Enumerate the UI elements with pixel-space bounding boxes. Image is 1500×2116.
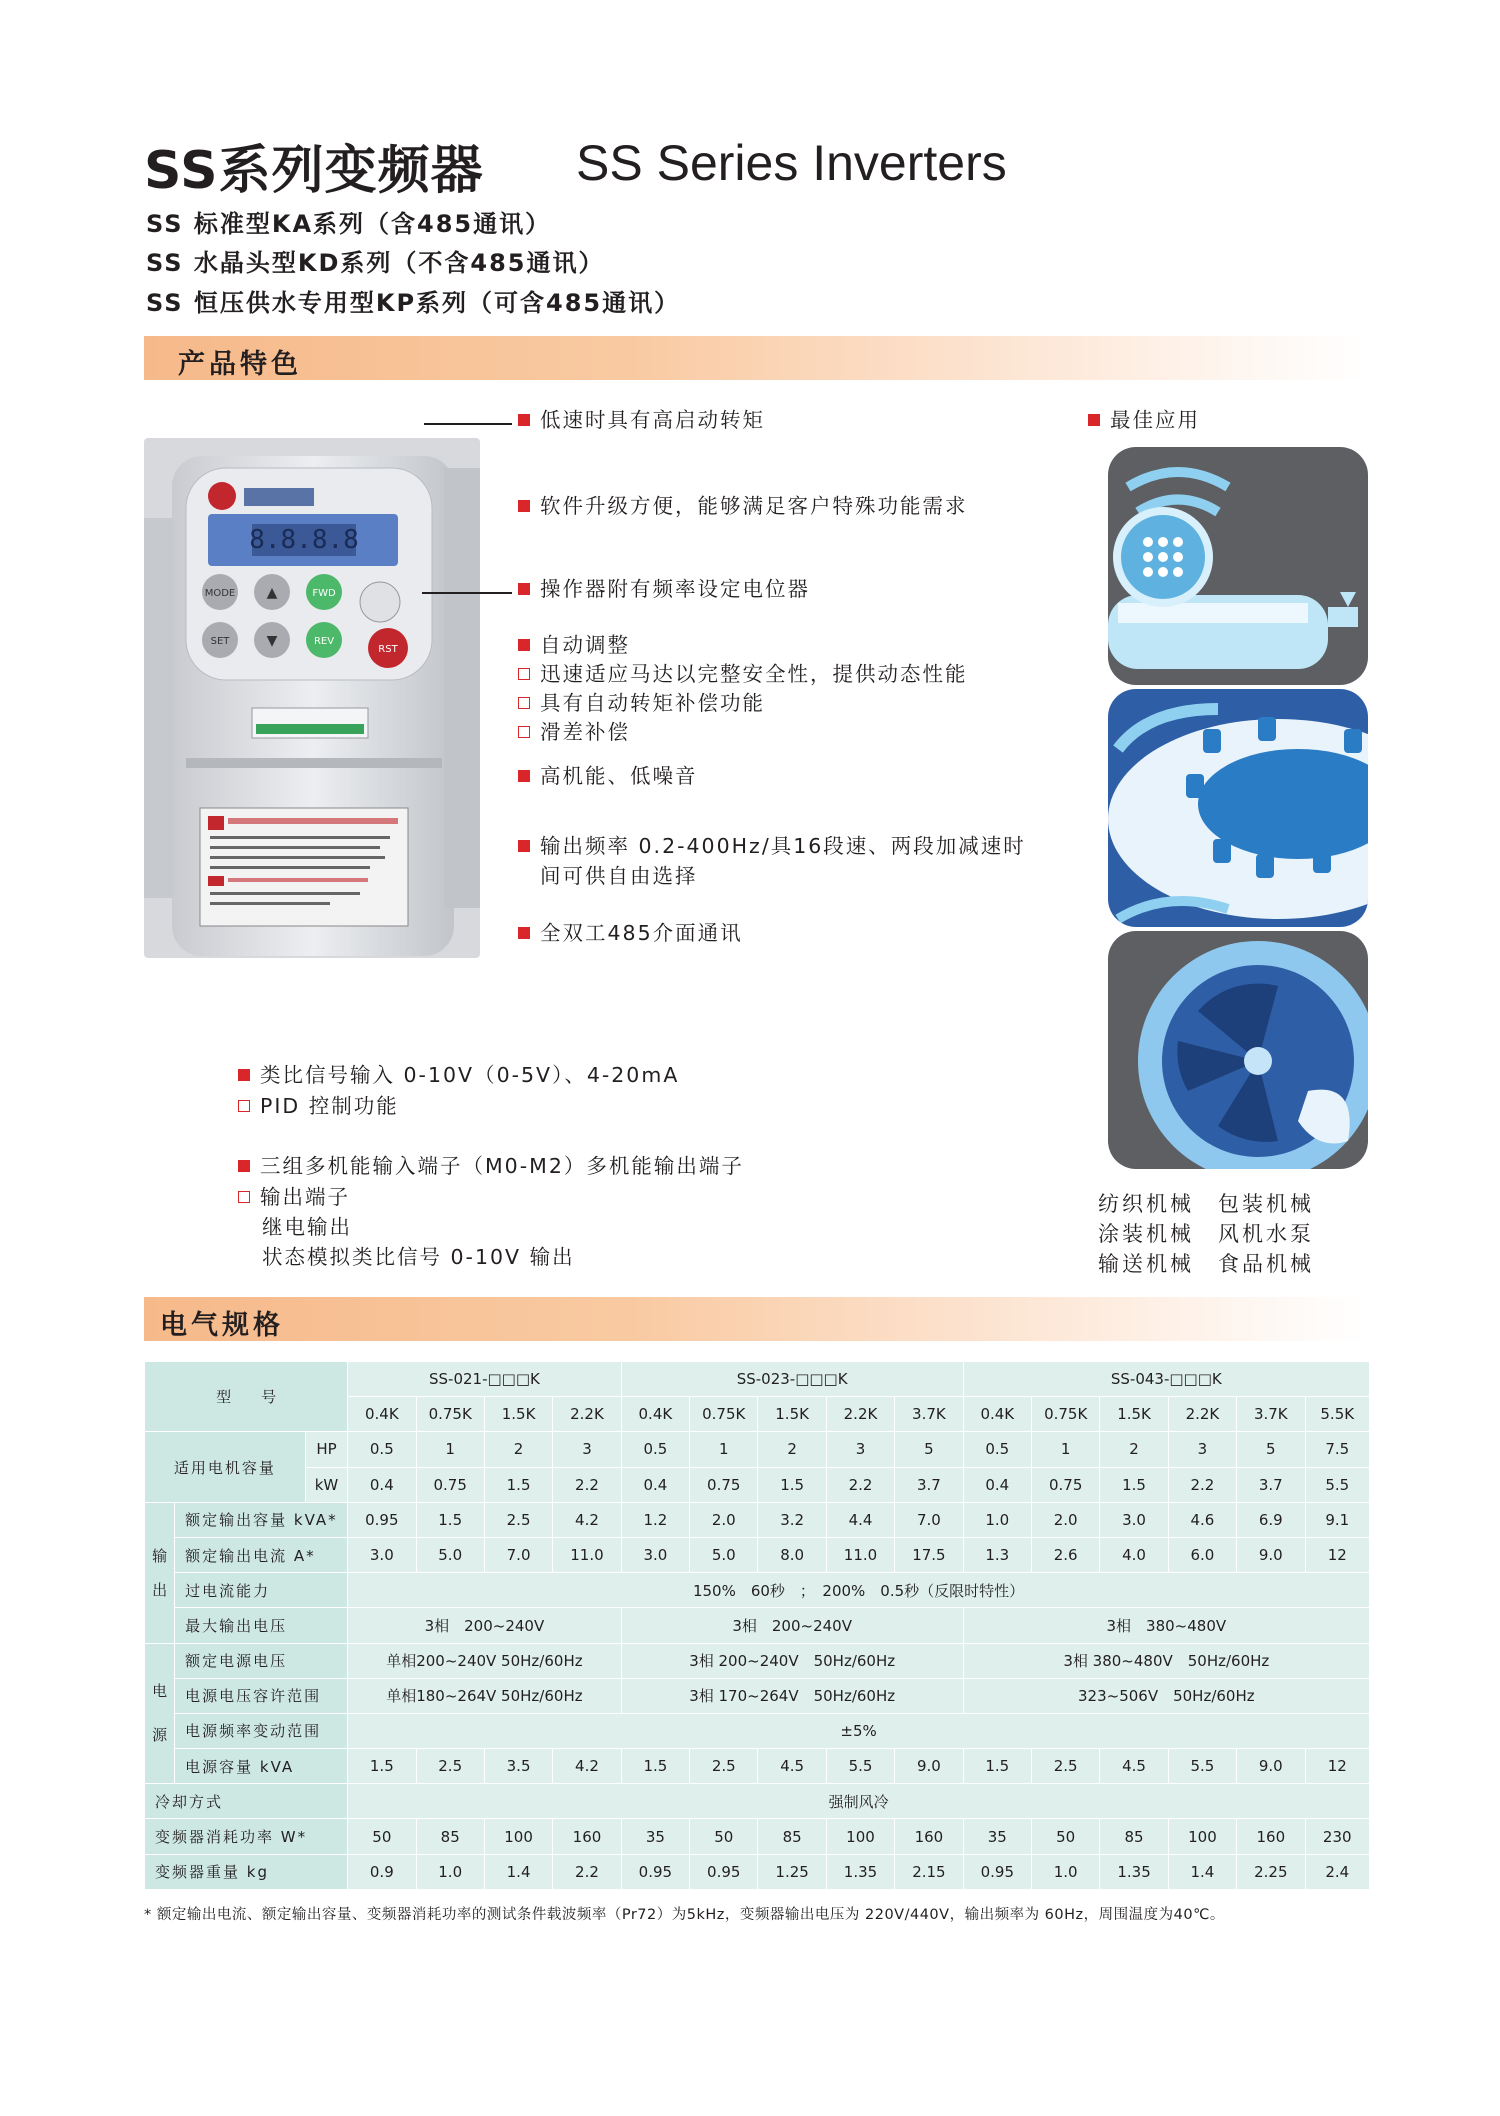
kw-unit: kW [305, 1467, 347, 1502]
capacities-cell: 1.5K [758, 1397, 826, 1432]
cooling-label: 冷却方式 [145, 1784, 348, 1819]
feature-item: 自动调整 [518, 630, 630, 660]
spec-heading: 电气规格 [160, 1310, 284, 1341]
loss-cell: 85 [1100, 1819, 1168, 1854]
hp-cell: 2 [1100, 1432, 1168, 1467]
feature-subitem: 具有自动转矩补偿功能 [518, 688, 765, 718]
kw-cell: 0.4 [963, 1467, 1031, 1502]
pcap-cell: 2.5 [416, 1749, 484, 1784]
weight-cell: 2.15 [895, 1854, 963, 1889]
weight-cell: 1.35 [826, 1854, 894, 1889]
capacities-cell: 0.4K [963, 1397, 1031, 1432]
weight-cell: 0.95 [621, 1854, 689, 1889]
key-up: ▲ [266, 585, 278, 601]
hp-cell: 7.5 [1305, 1432, 1370, 1467]
table-row [145, 1608, 1370, 1643]
hp-cell: 2 [484, 1432, 552, 1467]
feature-subitem: 迅速适应马达以完整安全性，提供动态性能 [518, 659, 968, 689]
kw-cell: 1.5 [758, 1467, 826, 1502]
feature-subitem-cont: 继电输出 [262, 1215, 352, 1239]
pcap-cell: 9.0 [1237, 1749, 1305, 1784]
page-title-cn: SS系列变频器 [144, 141, 484, 201]
feature-item: 操作器附有频率设定电位器 [518, 574, 810, 604]
hp-unit: HP [305, 1432, 347, 1467]
amp-cell: 5.0 [416, 1537, 484, 1572]
hollow-bullet-icon [518, 697, 530, 709]
power-capacity-label: 电源容量 kVA [175, 1749, 348, 1784]
max-voltage-value: 3相 200~240V [348, 1608, 622, 1643]
table-row [145, 1502, 1370, 1537]
rated-voltage-value: 单相200~240V 50Hz/60Hz [348, 1643, 622, 1678]
weight-label: 变频器重量 kg [145, 1854, 348, 1889]
amp-cell: 6.0 [1168, 1537, 1236, 1572]
capacities-cell: 2.2K [826, 1397, 894, 1432]
spec-heading-band [144, 1297, 1366, 1341]
kva-cell: 0.95 [348, 1502, 416, 1537]
hp-cell: 3 [553, 1432, 621, 1467]
table-row [145, 1784, 1370, 1819]
hollow-bullet-icon [518, 726, 530, 738]
bullet-icon [518, 840, 530, 852]
table-row [145, 1573, 1370, 1608]
inverter-photo [144, 438, 480, 958]
kva-cell: 4.2 [553, 1502, 621, 1537]
voltage-tolerance-label: 电源电压容许范围 [175, 1678, 348, 1713]
voltage-tolerance-value: 323~506V 50Hz/60Hz [963, 1678, 1369, 1713]
capacities-cell: 5.5K [1305, 1397, 1370, 1432]
kw-cell: 2.2 [553, 1467, 621, 1502]
amp-cell: 7.0 [484, 1537, 552, 1572]
bullet-icon [518, 500, 530, 512]
key-mode: MODE [204, 588, 236, 599]
key-down: ▼ [266, 633, 278, 649]
pcap-cell: 1.5 [963, 1749, 1031, 1784]
hp-cell: 1 [690, 1432, 758, 1467]
rated-voltage-value: 3相 380~480V 50Hz/60Hz [963, 1643, 1369, 1678]
capacities-cell: 0.4K [621, 1397, 689, 1432]
loss-cell: 160 [553, 1819, 621, 1854]
max-voltage-label: 最大输出电压 [175, 1608, 348, 1643]
kva-cell: 3.2 [758, 1502, 826, 1537]
spec-table [144, 1361, 1370, 1890]
kw-cell: 0.4 [621, 1467, 689, 1502]
footnote: * 额定输出电流、额定输出容量、变频器消耗功率的测试条件载波频率（Pr72）为5kHz，变频器输出电压为 220V/440V，输出频率为 60Hz，周围温度为40℃。 [144, 1907, 1225, 1923]
weight-cell: 1.0 [1032, 1854, 1100, 1889]
hollow-bullet-icon [238, 1191, 250, 1203]
kw-cell: 0.75 [416, 1467, 484, 1502]
table-row [145, 1467, 1370, 1502]
hp-cell: 0.5 [348, 1432, 416, 1467]
loss-cell: 160 [895, 1819, 963, 1854]
pcap-cell: 2.5 [690, 1749, 758, 1784]
voltage-tolerance-value: 3相 170~264V 50Hz/60Hz [621, 1678, 963, 1713]
bullet-icon [1088, 414, 1100, 426]
output-group-label: 输 出 [145, 1502, 175, 1643]
amp-cell: 2.6 [1032, 1537, 1100, 1572]
loss-cell: 35 [963, 1819, 1031, 1854]
amp-cell: 17.5 [895, 1537, 963, 1572]
kva-cell: 1.0 [963, 1502, 1031, 1537]
bullet-icon [518, 927, 530, 939]
key-rev: REV [313, 636, 335, 647]
amp-cell: 3.0 [348, 1537, 416, 1572]
pcap-cell: 4.5 [758, 1749, 826, 1784]
feature-item: 输出频率 0.2-400Hz/具16段速、两段加减速时 [518, 831, 1026, 861]
feature-subitem-cont: 状态模拟类比信号 0-10V 输出 [262, 1245, 575, 1269]
bullet-icon [518, 414, 530, 426]
key-set: SET [210, 636, 230, 647]
kva-cell: 1.5 [416, 1502, 484, 1537]
app-label: 食品机械 [1218, 1252, 1314, 1276]
rated-voltage-label: 额定电源电压 [175, 1643, 348, 1678]
kw-cell: 2.2 [826, 1467, 894, 1502]
table-row [145, 1432, 1370, 1467]
weight-cell: 1.35 [1100, 1854, 1168, 1889]
loss-cell: 100 [826, 1819, 894, 1854]
subtitle-kp: SS 恒压供水专用型KP系列（可含485通讯） [146, 289, 681, 317]
app-image-pump [1108, 447, 1368, 685]
feature-item: 低速时具有高启动转矩 [518, 405, 765, 435]
rated-voltage-value: 3相 200~240V 50Hz/60Hz [621, 1643, 963, 1678]
pcap-cell: 12 [1305, 1749, 1370, 1784]
weight-cell: 0.9 [348, 1854, 416, 1889]
key-rst: RST [378, 644, 398, 655]
app-label: 风机水泵 [1218, 1222, 1314, 1246]
weight-cell: 1.25 [758, 1854, 826, 1889]
amp-cell: 1.3 [963, 1537, 1031, 1572]
capacities-cell: 2.2K [553, 1397, 621, 1432]
feature-subitem: 滑差补偿 [518, 717, 630, 747]
overload-label: 过电流能力 [175, 1573, 348, 1608]
kva-cell: 7.0 [895, 1502, 963, 1537]
capacities-cell: 0.4K [348, 1397, 416, 1432]
kva-cell: 9.1 [1305, 1502, 1370, 1537]
model-ss021: SS-021-□□□K [348, 1362, 622, 1397]
kw-cell: 5.5 [1305, 1467, 1370, 1502]
bullet-icon [518, 639, 530, 651]
app-image-fan [1108, 931, 1368, 1169]
kw-cell: 3.7 [1237, 1467, 1305, 1502]
bullet-icon [238, 1069, 250, 1081]
kw-cell: 0.4 [348, 1467, 416, 1502]
loss-cell: 50 [1032, 1819, 1100, 1854]
pcap-cell: 2.5 [1032, 1749, 1100, 1784]
subtitle-kd: SS 水晶头型KD系列（不含485通讯） [146, 249, 605, 277]
feature-item: 类比信号输入 0-10V（0-5V）、4-20mA [238, 1060, 679, 1090]
bullet-icon [238, 1160, 250, 1172]
loss-cell: 50 [348, 1819, 416, 1854]
power-loss-label: 变频器消耗功率 W* [145, 1819, 348, 1854]
hp-cell: 3 [1168, 1432, 1236, 1467]
hp-cell: 1 [1032, 1432, 1100, 1467]
capacities-cell: 0.75K [690, 1397, 758, 1432]
features-heading: 产品特色 [178, 349, 302, 380]
table-row [145, 1678, 1370, 1713]
table-row [145, 1713, 1370, 1748]
hp-cell: 1 [416, 1432, 484, 1467]
amp-cell: 11.0 [826, 1537, 894, 1572]
hp-cell: 5 [1237, 1432, 1305, 1467]
subtitle-ka: SS 标准型KA系列（含485通讯） [146, 210, 552, 238]
hollow-bullet-icon [238, 1100, 250, 1112]
voltage-tolerance-value: 单相180~264V 50Hz/60Hz [348, 1678, 622, 1713]
kw-cell: 0.75 [1032, 1467, 1100, 1502]
table-row [145, 1854, 1370, 1889]
table-row [145, 1819, 1370, 1854]
kva-cell: 1.2 [621, 1502, 689, 1537]
amp-cell: 11.0 [553, 1537, 621, 1572]
loss-cell: 100 [1168, 1819, 1236, 1854]
pcap-cell: 1.5 [348, 1749, 416, 1784]
model-ss023: SS-023-□□□K [621, 1362, 963, 1397]
hp-cell: 5 [895, 1432, 963, 1467]
weight-cell: 0.95 [690, 1854, 758, 1889]
table-row [145, 1749, 1370, 1784]
table-row [145, 1537, 1370, 1572]
feature-item: 软件升级方便，能够满足客户特殊功能需求 [518, 491, 968, 521]
table-row [145, 1362, 1370, 1397]
device-display: 8.8.8.8 [249, 525, 359, 555]
amp-cell: 12 [1305, 1537, 1370, 1572]
weight-cell: 1.4 [484, 1854, 552, 1889]
loss-cell: 35 [621, 1819, 689, 1854]
feature-item: 三组多机能输入端子（M0-M2）多机能输出端子 [238, 1151, 744, 1181]
applications-heading: 最佳应用 [1088, 405, 1200, 435]
weight-cell: 2.25 [1237, 1854, 1305, 1889]
bullet-icon [518, 770, 530, 782]
weight-cell: 2.2 [553, 1854, 621, 1889]
amp-cell: 9.0 [1237, 1537, 1305, 1572]
capacities-cell: 3.7K [895, 1397, 963, 1432]
feature-item: 全双工485介面通讯 [518, 918, 743, 948]
kva-cell: 4.6 [1168, 1502, 1236, 1537]
kw-cell: 1.5 [1100, 1467, 1168, 1502]
frequency-variation-label: 电源频率变动范围 [175, 1713, 348, 1748]
loss-cell: 85 [416, 1819, 484, 1854]
loss-cell: 230 [1305, 1819, 1370, 1854]
app-label: 涂装机械 [1098, 1222, 1194, 1246]
max-voltage-value: 3相 380~480V [963, 1608, 1369, 1643]
feature-item-cont: 间可供自由选择 [540, 864, 698, 888]
hp-cell: 0.5 [621, 1432, 689, 1467]
kva-cell: 2.5 [484, 1502, 552, 1537]
cooling-value: 强制风冷 [348, 1784, 1370, 1819]
pcap-cell: 9.0 [895, 1749, 963, 1784]
kva-cell: 4.4 [826, 1502, 894, 1537]
app-label: 包装机械 [1218, 1192, 1314, 1216]
amp-cell: 4.0 [1100, 1537, 1168, 1572]
amp-cell: 3.0 [621, 1537, 689, 1572]
pcap-cell: 5.5 [1168, 1749, 1236, 1784]
rated-kva-label: 额定输出容量 kVA* [175, 1502, 348, 1537]
pcap-cell: 4.2 [553, 1749, 621, 1784]
rated-current-label: 额定输出电流 A* [175, 1537, 348, 1572]
capacities-cell: 0.75K [416, 1397, 484, 1432]
hp-cell: 3 [826, 1432, 894, 1467]
weight-cell: 2.4 [1305, 1854, 1370, 1889]
loss-cell: 50 [690, 1819, 758, 1854]
frequency-variation-value: ±5% [348, 1713, 1370, 1748]
feature-item: 高机能、低噪音 [518, 761, 698, 791]
weight-cell: 1.4 [1168, 1854, 1236, 1889]
loss-cell: 100 [484, 1819, 552, 1854]
features-heading-band [144, 336, 1366, 380]
hollow-bullet-icon [518, 668, 530, 680]
kva-cell: 2.0 [690, 1502, 758, 1537]
model-ss043: SS-043-□□□K [963, 1362, 1369, 1397]
pcap-cell: 1.5 [621, 1749, 689, 1784]
pcap-cell: 4.5 [1100, 1749, 1168, 1784]
capacities-cell: 1.5K [1100, 1397, 1168, 1432]
amp-cell: 8.0 [758, 1537, 826, 1572]
pcap-cell: 3.5 [484, 1749, 552, 1784]
hp-cell: 0.5 [963, 1432, 1031, 1467]
key-fwd: FWD [312, 588, 336, 599]
page-title-en: SS Series Inverters [576, 135, 1007, 191]
max-voltage-value: 3相 200~240V [621, 1608, 963, 1643]
loss-cell: 85 [758, 1819, 826, 1854]
feature-subitem: PID 控制功能 [238, 1091, 399, 1121]
overload-value: 150% 60秒 ； 200% 0.5秒（反限时特性） [348, 1573, 1370, 1608]
capacities-cell: 1.5K [484, 1397, 552, 1432]
leader-line-1 [424, 423, 512, 425]
kw-cell: 2.2 [1168, 1467, 1236, 1502]
feature-subitem: 输出端子 [238, 1182, 350, 1212]
leader-line-2 [422, 592, 512, 594]
app-label: 输送机械 [1098, 1252, 1194, 1276]
weight-cell: 1.0 [416, 1854, 484, 1889]
kw-cell: 0.75 [690, 1467, 758, 1502]
model-header: 型 号 [145, 1362, 348, 1432]
capacities-cell: 3.7K [1237, 1397, 1305, 1432]
app-image-textile [1108, 689, 1368, 927]
amp-cell: 5.0 [690, 1537, 758, 1572]
weight-cell: 0.95 [963, 1854, 1031, 1889]
hp-cell: 2 [758, 1432, 826, 1467]
kva-cell: 3.0 [1100, 1502, 1168, 1537]
pcap-cell: 5.5 [826, 1749, 894, 1784]
capacities-cell: 0.75K [1032, 1397, 1100, 1432]
loss-cell: 160 [1237, 1819, 1305, 1854]
power-group-label: 电 源 [145, 1643, 175, 1784]
kw-cell: 1.5 [484, 1467, 552, 1502]
kw-cell: 3.7 [895, 1467, 963, 1502]
kva-cell: 2.0 [1032, 1502, 1100, 1537]
bullet-icon [518, 583, 530, 595]
app-label: 纺织机械 [1098, 1192, 1194, 1216]
table-row [145, 1643, 1370, 1678]
capacities-cell: 2.2K [1168, 1397, 1236, 1432]
motor-capacity-label: 适用电机容量 [145, 1432, 306, 1502]
kva-cell: 6.9 [1237, 1502, 1305, 1537]
